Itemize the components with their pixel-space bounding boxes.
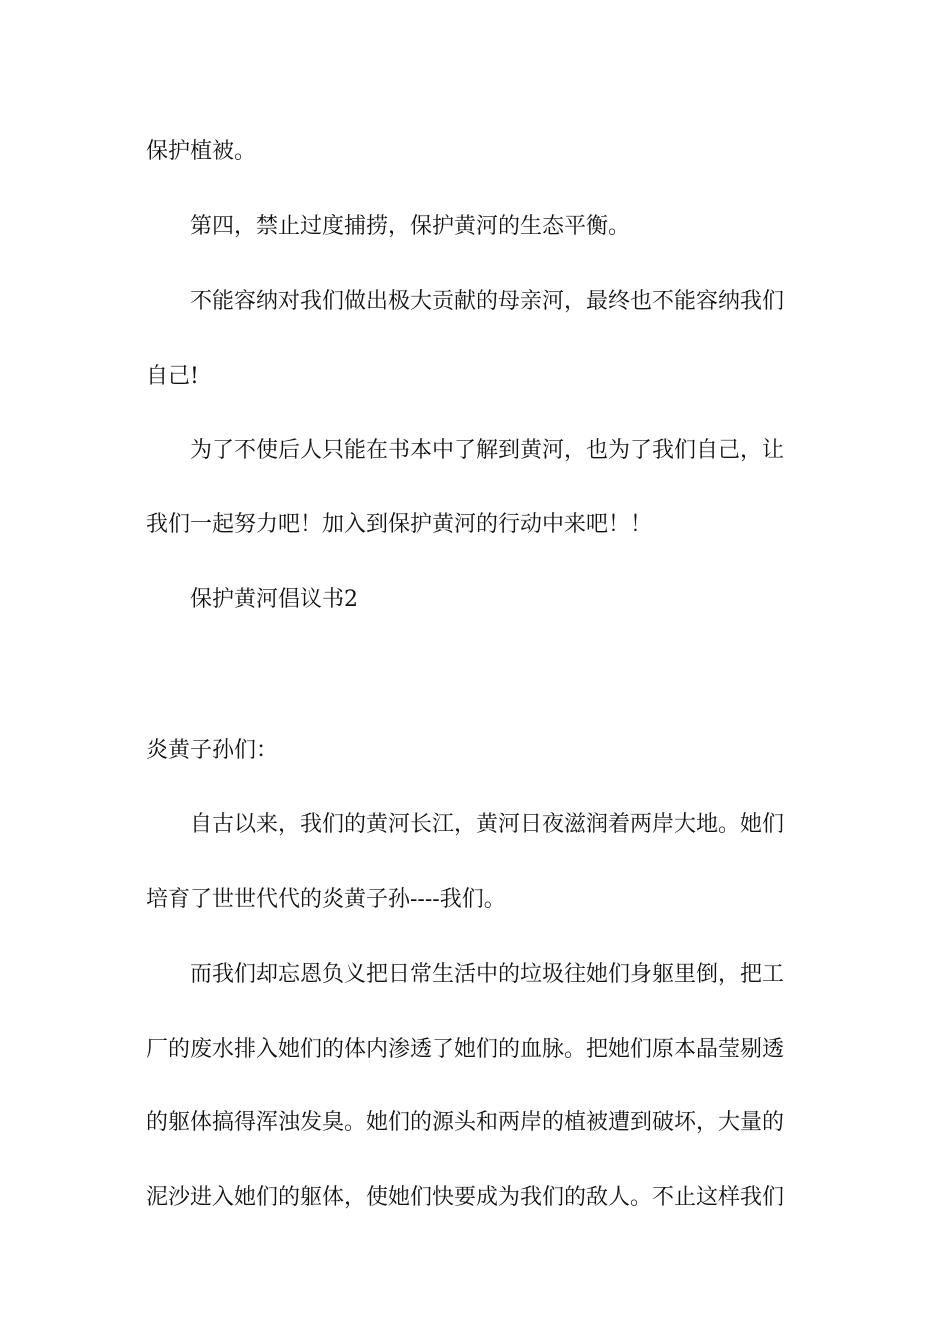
section-title: 保护黄河倡议书2 [190,587,358,612]
paragraph-line: 培育了世世代代的炎黄子孙----我们。 [146,887,506,912]
paragraph-line: 厂的废水排入她们的体内渗透了她们的血脉。把她们原本晶莹剔透 [146,1037,785,1062]
paragraph-line: 保护植被。 [146,139,257,164]
paragraph-line: 而我们却忘恩负义把日常生活中的垃圾往她们身躯里倒，把工 [190,962,785,987]
paragraph-line: 的躯体搞得浑浊发臭。她们的源头和两岸的植被遭到破坏，大量的 [146,1110,785,1135]
paragraph-line: 泥沙进入她们的躯体，使她们快要成为我们的敌人。不止这样我们 [146,1185,785,1210]
paragraph-line: 我们一起努力吧！加入到保护黄河的行动中来吧！！ [146,512,653,537]
paragraph-line: 不能容纳对我们做出极大贡献的母亲河，最终也不能容纳我们 [190,289,785,314]
paragraph-line: 自古以来，我们的黄河长江，黄河日夜滋润着两岸大地。她们 [190,812,785,837]
paragraph-line: 第四，禁止过度捕捞，保护黄河的生态平衡。 [190,214,631,239]
paragraph-line: 自己! [146,364,199,389]
salutation: 炎黄子孙们： [146,738,279,763]
paragraph-line: 为了不使后人只能在书本中了解到黄河，也为了我们自己，让 [190,438,785,463]
